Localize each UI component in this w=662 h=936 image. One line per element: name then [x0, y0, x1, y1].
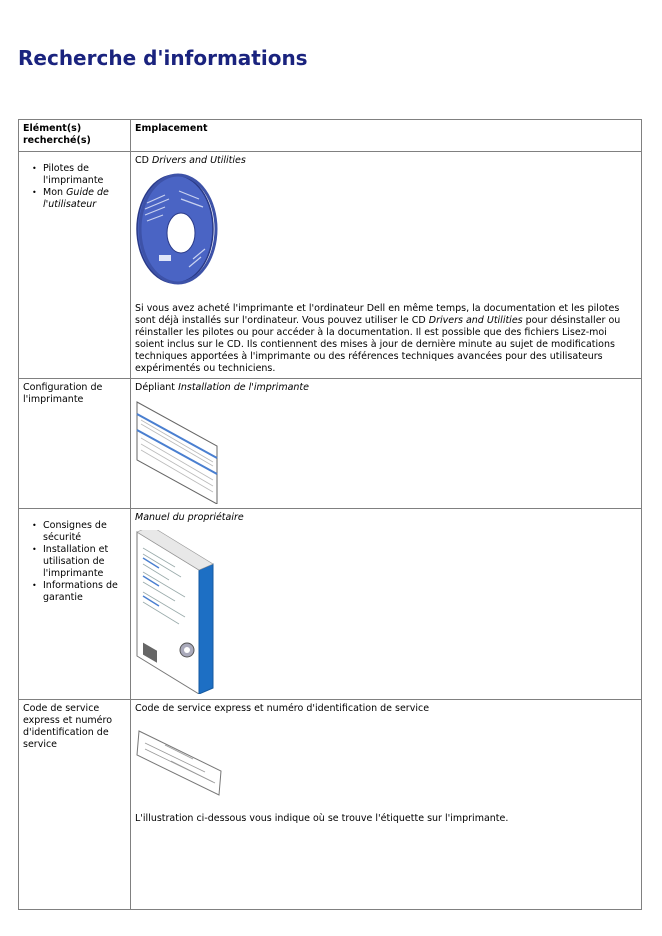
- service-tag-description: L'illustration ci-dessous vous indique où se trouve l'étiquette sur l'imprimante.: [135, 813, 509, 824]
- list-item: • Installation et utilisation de l'imprimante: [43, 544, 126, 580]
- location-prefix: CD: [135, 155, 152, 166]
- list-item: • Informations de garantie: [43, 580, 126, 604]
- table-row: [19, 152, 642, 379]
- owners-manual-icon: [135, 530, 221, 694]
- item-emphasis: Guide de l'utilisateur: [43, 187, 109, 210]
- col-header-items: Elément(s) recherché(s): [19, 120, 131, 152]
- location-title: Manuel du propriétaire: [135, 512, 244, 523]
- items-list: [23, 520, 126, 604]
- row-items-cell: Configuration de l'imprimante: [19, 379, 131, 509]
- location-label: [135, 512, 637, 524]
- description-text: pour désinstaller ou réinstaller les pilotes ou pour accéder à la documentation. Il est possible que des fichiers Lisez-moi soient inclus sur le CD. Ils contiennent des mises à jour de dernière minute au sujet de modifications techniques apportées à l'imprimante ou des références techniques avancées pour des utilisateurs expérimentés ou techniciens.: [135, 315, 621, 374]
- table-row: [19, 379, 642, 509]
- drivers-description: [135, 303, 637, 375]
- page-title: Recherche d'informations: [18, 46, 308, 70]
- list-item: • Consignes de sécurité: [43, 520, 126, 544]
- row-location-cell: [131, 152, 642, 379]
- location-label: [135, 155, 637, 167]
- row-items-cell: [19, 509, 131, 700]
- row-location-cell: [131, 379, 642, 509]
- item-prefix: Mon: [43, 187, 67, 198]
- description-text: Si vous avez acheté l'imprimante et l'ordinateur Dell en même temps, la documentation et les pilotes sont déjà installés sur l'ordinateur. Vous pouvez utiliser le CD: [135, 303, 620, 326]
- table-row: [19, 700, 642, 910]
- col-header-location: Emplacement: [131, 120, 642, 152]
- location-title: Installation de l'imprimante: [178, 382, 309, 393]
- list-item: [43, 187, 126, 211]
- info-table: [18, 119, 642, 910]
- location-title: Drivers and Utilities: [151, 155, 246, 166]
- service-tag-label-icon: [135, 727, 223, 799]
- cd-disc-icon: [135, 173, 219, 289]
- location-label: Code de service express et numéro d'identification de service: [135, 703, 430, 714]
- table-header-row: [19, 120, 642, 152]
- row-location-cell: [131, 700, 642, 910]
- row-items-cell: Code de service express et numéro d'identification de service: [19, 700, 131, 910]
- list-item: • Pilotes de l'imprimante: [43, 163, 126, 187]
- description-emphasis: Drivers and Utilities: [428, 315, 523, 326]
- setup-leaflet-icon: [135, 400, 221, 504]
- table-row: [19, 509, 642, 700]
- location-label: [135, 382, 637, 394]
- location-prefix: Dépliant: [135, 382, 179, 393]
- row-location-cell: [131, 509, 642, 700]
- row-items-cell: [19, 152, 131, 379]
- items-list: [23, 163, 126, 211]
